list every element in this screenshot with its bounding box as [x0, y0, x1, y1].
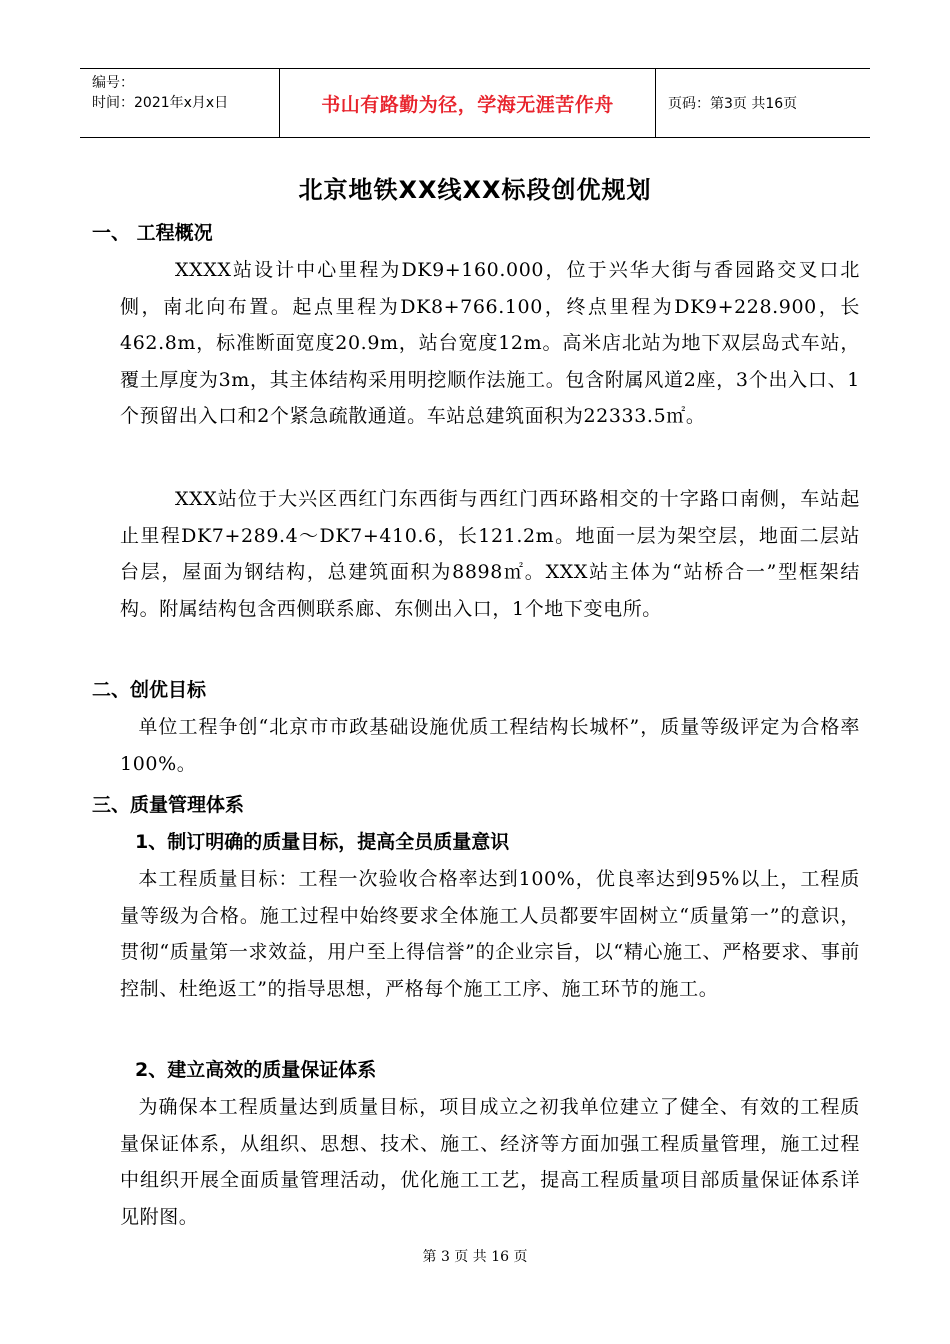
section-2-heading: 二、创优目标	[92, 679, 207, 701]
section-1-paragraph-1	[120, 252, 860, 435]
section-1-paragraph-2	[120, 481, 860, 627]
page-header	[80, 68, 870, 138]
section-1-heading: 一、 工程概况	[92, 222, 213, 244]
date-label: 时间：2021年x月x日	[92, 95, 229, 111]
section-3-subheading-2: 2、建立高效的质量保证体系	[135, 1059, 377, 1081]
section-1-paragraph-2-text: XXX站位于大兴区西红门东西街与西红门西环路相交的十字路口南侧，车站起止里程DK7+289.4～DK7+410.6，长121.2m。地面一层为架空层，地面二层站台层，屋面为钢结构，总建筑面积为8898㎡。XXX站主体为“站桥合一”型框架结构。附属结构包含西侧联系廊、东侧出入口，1个地下变电所。	[120, 488, 860, 620]
header-motto: 书山有路勤为径，学海无涯苦作舟	[280, 69, 656, 137]
section-3-paragraph-2	[120, 1089, 860, 1235]
section-3-paragraph-2-text: 为确保本工程质量达到质量目标，项目成立之初我单位建立了健全、有效的工程质量保证体系，从组织、思想、技术、施工、经济等方面加强工程质量管理，施工过程中组织开展全面质量管理活动，优化施工工艺，提高工程质量项目部质量保证体系详见附图。	[120, 1096, 860, 1228]
section-3-heading: 三、质量管理体系	[92, 794, 245, 816]
section-1-paragraph-1-text: XXXX站设计中心里程为DK9+160.000，位于兴华大街与香园路交叉口北侧，南北向布置。起点里程为DK8+766.100，终点里程为DK9+228.900，长462.8m，标准断面宽度20.9m，站台宽度12m。高米店北站为地下双层岛式车站，覆土厚度为3m，其主体结构采用明挖顺作法施工。包含附属风道2座，3个出入口、1个预留出入口和2个紧急疏散通道。车站总建筑面积为22333.5㎡。	[120, 259, 860, 427]
section-3-paragraph-1	[120, 861, 860, 1007]
header-page-info: 页码：第3页 共16页	[668, 96, 798, 112]
document-title: 北京地铁XX线XX标段创优规划	[298, 176, 652, 204]
section-3-subheading-1: 1、制订明确的质量目标，提高全员质量意识	[135, 831, 510, 853]
number-label: 编号：	[92, 75, 134, 91]
section-2-paragraph	[120, 709, 860, 782]
section-3-paragraph-1-text: 本工程质量目标：工程一次验收合格率达到100%，优良率达到95%以上，工程质量等级为合格。施工过程中始终要求全体施工人员都要牢固树立“质量第一”的意识，贯彻“质量第一求效益，用户至上得信誉”的企业宗旨，以“精心施工、严格要求、事前控制、杜绝返工”的指导思想，严格每个施工工序、施工环节的施工。	[120, 868, 860, 1000]
section-2-paragraph-text: 单位工程争创“北京市市政基础设施优质工程结构长城杯”，质量等级评定为合格率100%。	[120, 716, 860, 775]
page-footer: 第 3 页 共 16 页	[422, 1249, 528, 1265]
header-meta	[80, 69, 280, 137]
